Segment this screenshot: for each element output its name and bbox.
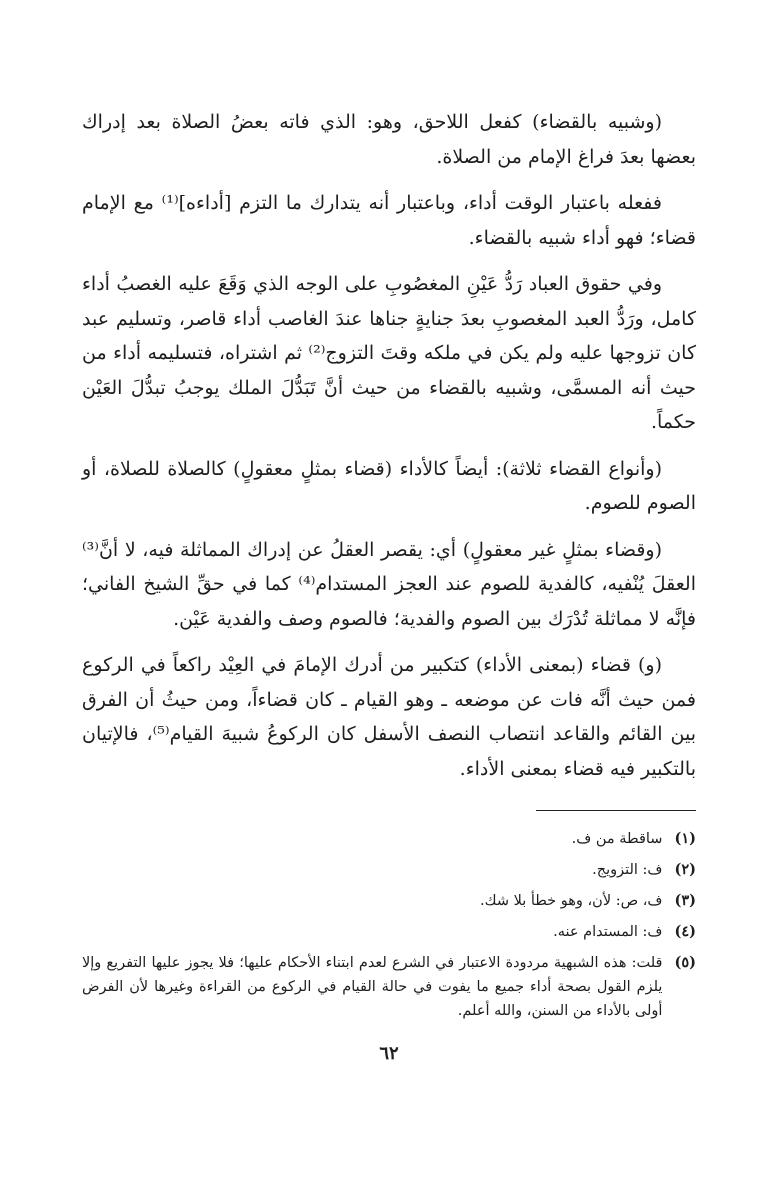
footnote-3 <box>82 889 696 913</box>
footnote-number: (١) <box>674 830 696 847</box>
footnote-5 <box>82 951 696 1023</box>
footnote-text: ف، ص: لأن، وهو خطأ بلا شك. <box>479 893 663 909</box>
footnote-text: قلت: هذه الشبهية مردودة الاعتبار في الشرع لعدم ابتناء الأحكام عليها؛ فلا يجوز عليها التفريع وإلا يلزم القول بصحة أداء جميع ما يفوت في حالة القيام في الركوع من القراءة وغيرها لأن الفرض أولى بالأداء من السنن، والله أعلم. <box>82 955 663 1019</box>
footnote-4 <box>82 920 696 944</box>
footnote-text: ف: التزويج. <box>592 862 663 878</box>
footnote-number: (٥) <box>674 954 696 971</box>
footnote-separator <box>536 810 696 811</box>
footnote-text: ف: المستدام عنه. <box>553 924 663 940</box>
footnote-2 <box>82 858 696 882</box>
paragraph-3: وفي حقوق العباد رَدُّ عَيْنِ المغصُوبِ على الوجه الذي وَقَعَ عليه الغصبُ أداء كامل، ورَدُّ العبد المغصوبِ بعدَ جنايةٍ جناها عندَ الغاصب أداء قاصر، وتسليم عبد كان تزوجها عليه ولم يكن في ملكه وقتَ التزوج⁽²⁾ ثم اشتراه، فتسليمه أداء من حيث أنه المسمَّى، وشبيه بالقضاء من حيث أنَّ تَبَدُّلَ الملك يوجبُ تبدُّلَ العَيْن حكماً. <box>82 273 696 433</box>
footnote-1 <box>82 827 696 851</box>
footnote-number: (٤) <box>674 923 696 940</box>
paragraph-6: (و) قضاء (بمعنى الأداء) كتكبير من أدرك الإمامَ في العِيْد راكعاً في الركوع فمن حيث أنَّه فات عن موضعه ـ وهو القيام ـ كان قضاءاً، ومن حيثُ أن الفرق بين القائم والقاعد انتصاب النصف الأسفل كان الركوعُ شبيهَ القيام⁽⁵⁾، فالإتيان بالتكبير فيه قضاء بمعنى الأداء. <box>82 654 696 780</box>
page-number: ٦٢ <box>379 1043 399 1064</box>
paragraph-5: (وقضاء بمثلٍ غير معقولٍ) أي: يقصر العقلُ عن إدراك المماثلة فيه، لا أنَّ⁽³⁾ العقلَ يُنْفيه، كالفدية للصوم عند العجز المستدام⁽⁴⁾ كما في حقِّ الشيخ الفاني؛ فإنَّه لا مماثلة تُدْرَك بين الصوم والفدية؛ فالصوم وصف والفدية عَيْن. <box>82 538 696 630</box>
paragraph-2: ففعله باعتبار الوقت أداء، وباعتبار أنه يتدارك ما التزم [أداءه]⁽¹⁾ مع الإمام قضاء؛ فهو أداء شبيه بالقضاء. <box>82 192 696 249</box>
paragraph-4: (وأنواع القضاء ثلاثة): أيضاً كالأداء (قضاء بمثلٍ معقولٍ) كالصلاة للصلاة، أو الصوم للصوم. <box>82 457 696 514</box>
footnote-number: (٢) <box>674 861 696 878</box>
footnote-text: ساقطة من ف. <box>571 831 663 847</box>
footnote-number: (٣) <box>674 892 696 909</box>
paragraph-1: (وشبيه بالقضاء) كفعل اللاحق، وهو: الذي فاته بعضُ الصلاة بعد إدراك بعضها بعدَ فراغ الإمام من الصلاة. <box>82 111 696 168</box>
book-page <box>82 105 696 1064</box>
